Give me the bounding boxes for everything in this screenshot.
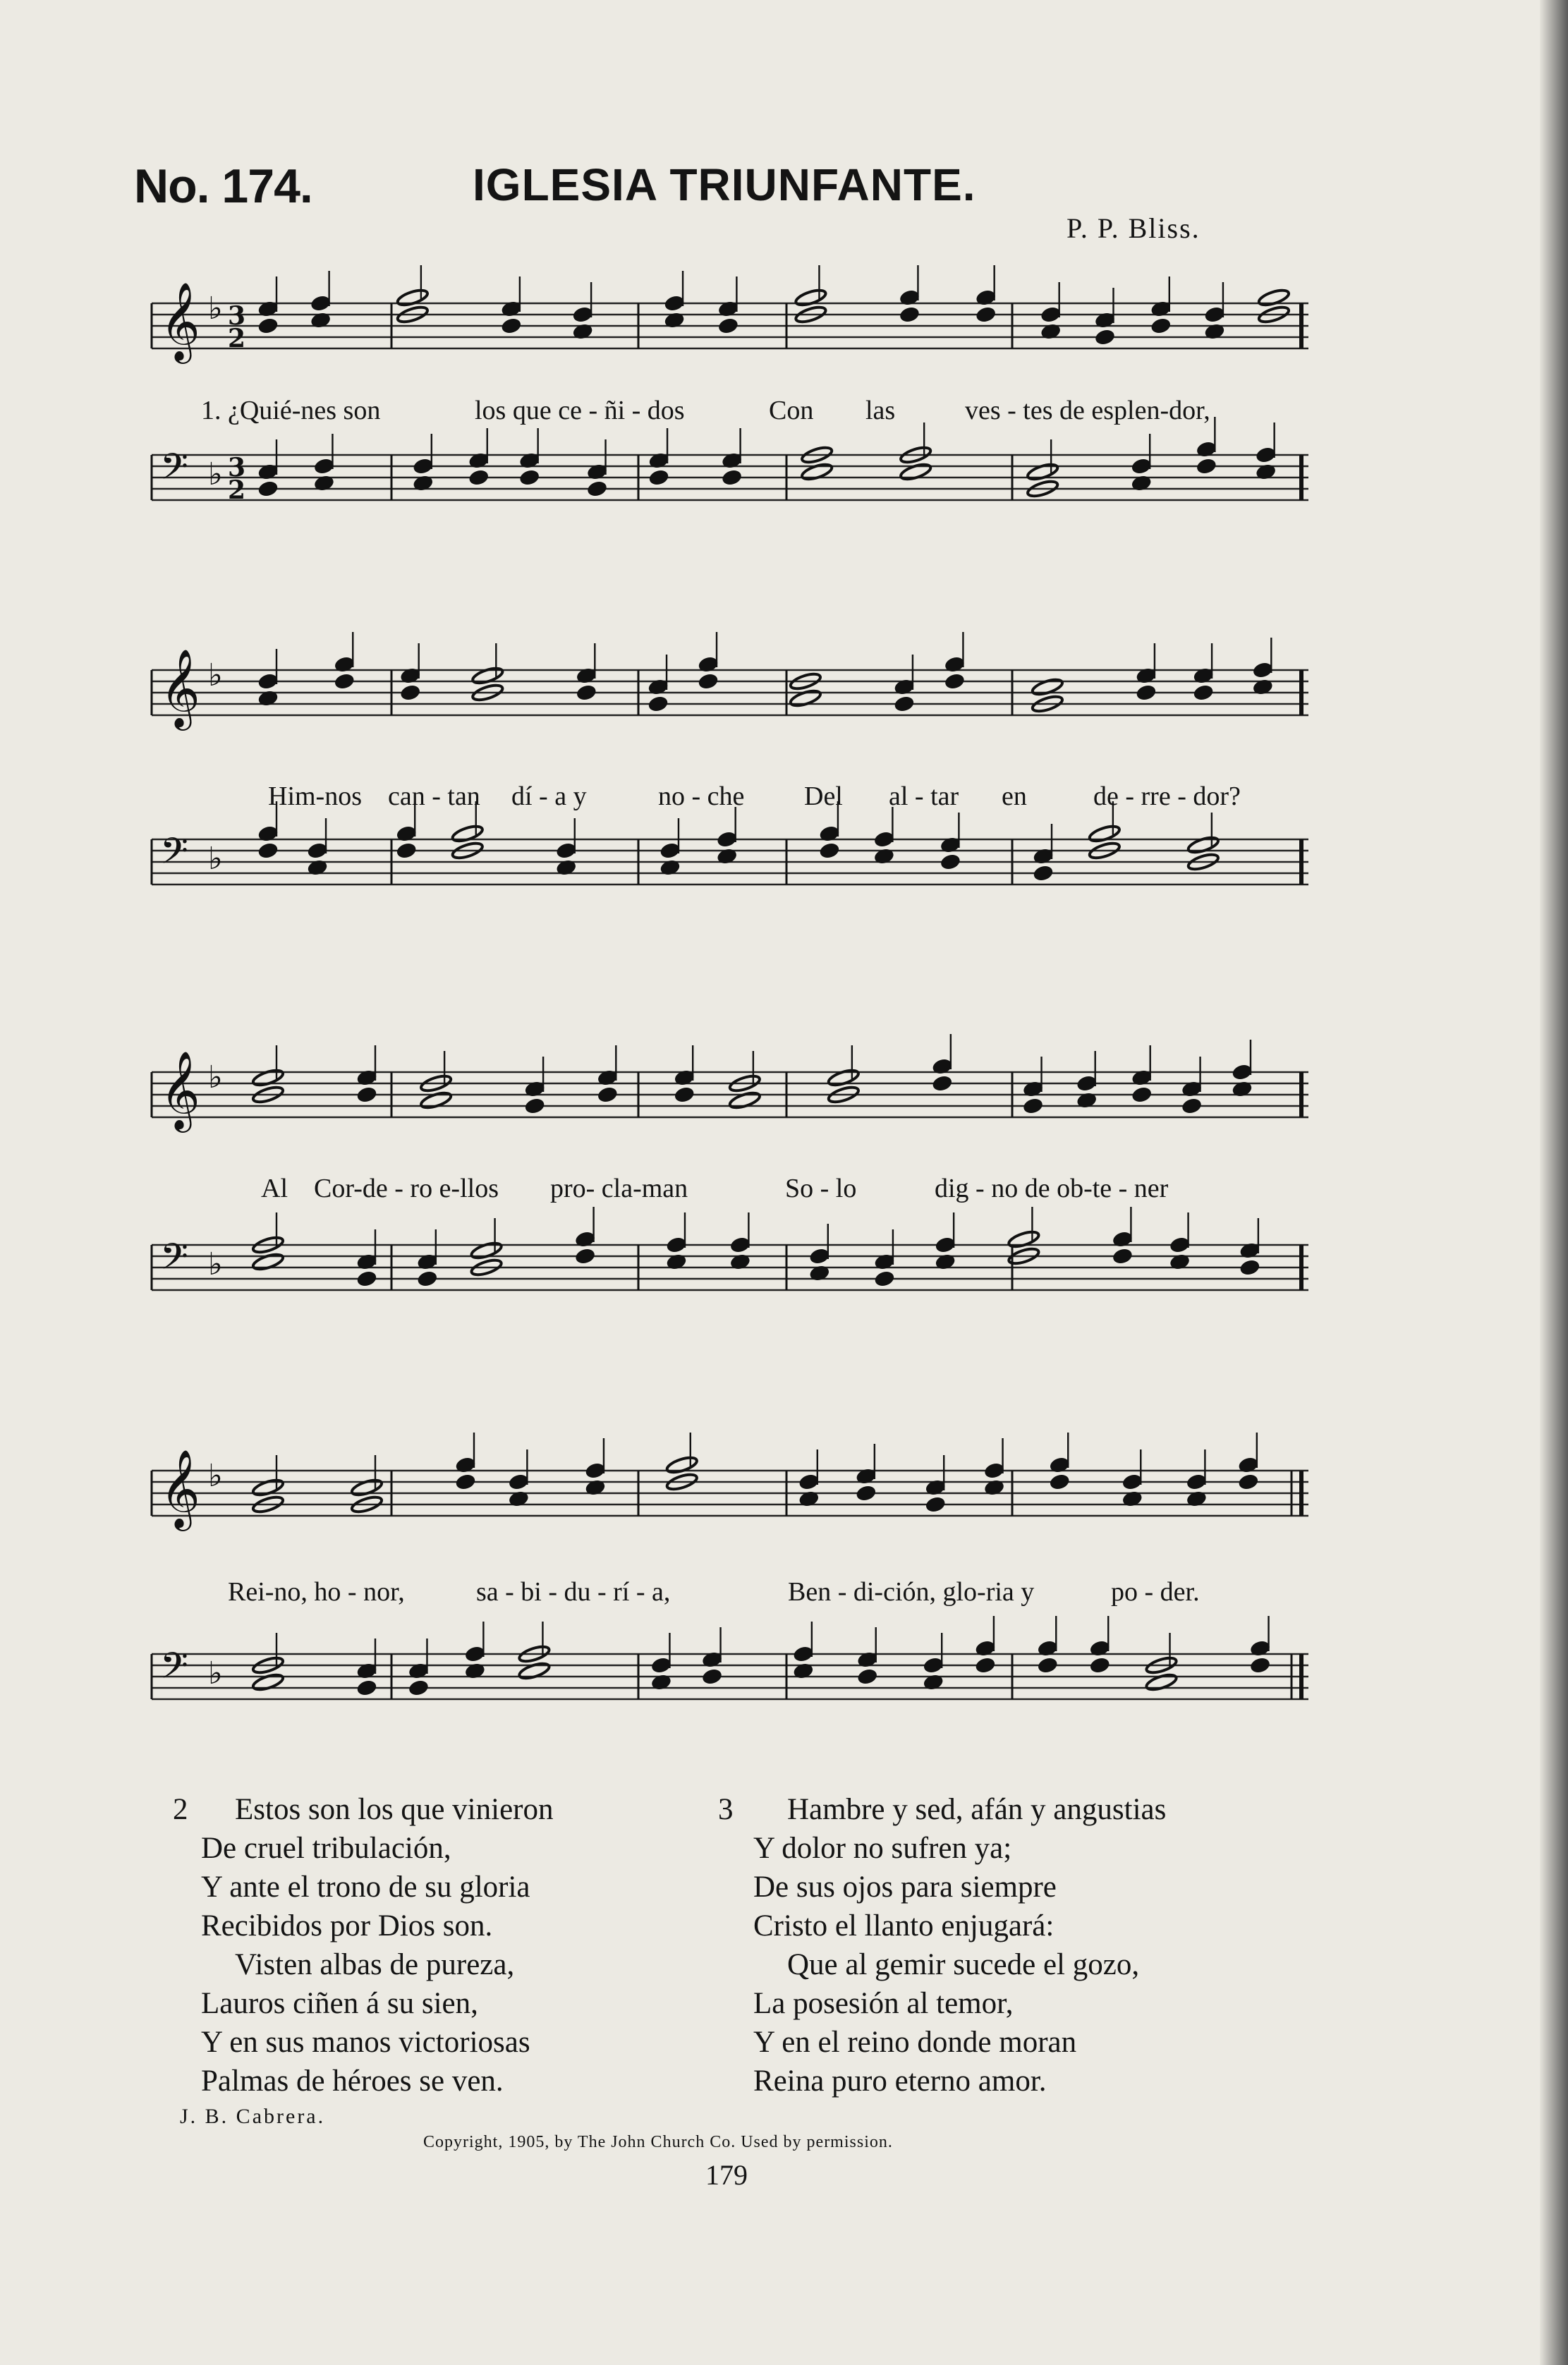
note-head: [944, 672, 965, 690]
note-head: [975, 1656, 996, 1674]
note-head: [1131, 457, 1152, 475]
note-head: [464, 1645, 485, 1662]
note-head: [801, 462, 834, 482]
note-head: [925, 1495, 946, 1513]
flat-key-signature-icon: ♭: [208, 291, 223, 327]
note-head: [1181, 1097, 1202, 1114]
note-head: [1204, 305, 1225, 323]
flat-key-signature-icon: ♭: [208, 841, 223, 877]
bass-staff: [145, 1633, 1308, 1746]
note-head: [1193, 683, 1214, 701]
lyric-syllables: al - tar: [889, 782, 959, 811]
bass-clef-icon: 𝄢: [160, 1235, 188, 1287]
note-head: [252, 1672, 285, 1693]
verse-line: De cruel tribulación,: [201, 1832, 451, 1865]
bass-staff: [145, 818, 1308, 931]
treble-staff: [145, 1442, 1308, 1548]
note-head: [257, 480, 279, 497]
note-head: [721, 468, 742, 486]
verse-line: Cristo el llanto enjugará:: [753, 1909, 1055, 1943]
lyric-syllables: Con: [769, 396, 814, 425]
bass-clef-icon: 𝄢: [160, 1644, 188, 1696]
lyric-syllables: no - che: [658, 782, 745, 811]
note-head: [455, 1473, 476, 1490]
note-head: [334, 672, 355, 690]
note-head: [400, 683, 421, 701]
note-head: [729, 1236, 750, 1253]
lyric-syllables: los que ce - ñi - dos: [475, 396, 685, 425]
note-head: [1089, 1656, 1110, 1674]
note-head: [717, 830, 738, 848]
note-head: [420, 1090, 453, 1111]
lyric-syllables: 1. ¿Quié-nes son: [201, 396, 381, 425]
note-head: [648, 468, 669, 486]
note-head: [519, 468, 540, 486]
note-head: [556, 841, 577, 859]
verse-line: Recibidos por Dios son.: [201, 1909, 493, 1943]
note-head: [1232, 1063, 1253, 1081]
time-signature: 2: [228, 475, 246, 505]
note-head: [666, 1236, 687, 1253]
verse-line: Visten albas de pureza,: [235, 1948, 515, 1981]
lyric-syllables: Al: [261, 1174, 288, 1203]
note-head: [313, 457, 334, 475]
verse-2: [173, 1790, 554, 2100]
note-head: [574, 1247, 595, 1265]
note-head: [874, 1270, 895, 1287]
note-head: [1196, 457, 1217, 475]
lyric-syllables: Ben - di-ción, glo-ria y: [788, 1577, 1035, 1607]
note-head: [894, 695, 915, 712]
note-head: [1131, 1086, 1153, 1103]
note-head: [468, 468, 490, 486]
note-head: [252, 1478, 285, 1498]
treble-clef-icon: 𝄞: [160, 1449, 200, 1528]
note-head: [252, 1068, 285, 1088]
note-head: [827, 1068, 860, 1088]
note-head: [1252, 661, 1273, 679]
note-head: [857, 1667, 878, 1685]
verse-line: Y dolor no sufren ya;: [753, 1832, 1012, 1865]
treble-staff: [145, 275, 1308, 381]
note-head: [798, 1473, 820, 1490]
bass-clef-icon: 𝄢: [160, 829, 188, 881]
note-head: [417, 1270, 438, 1287]
note-head: [471, 666, 504, 686]
note-head: [310, 294, 331, 312]
note-head: [793, 1645, 814, 1662]
note-head: [307, 841, 328, 859]
note-head: [351, 1478, 384, 1498]
note-head: [586, 480, 607, 497]
note-head: [597, 1086, 618, 1103]
note-head: [356, 1086, 377, 1103]
copyright-notice: Copyright, 1905, by The John Church Co. Used by permission.: [423, 2133, 893, 2151]
note-head: [1094, 328, 1115, 346]
music-system-3: [145, 1044, 1308, 1340]
note-head: [1033, 864, 1054, 882]
flat-key-signature-icon: ♭: [208, 1458, 223, 1494]
note-head: [1049, 1473, 1070, 1490]
note-head: [396, 288, 429, 308]
note-head: [856, 1484, 877, 1502]
note-head: [1258, 288, 1291, 308]
note-head: [660, 841, 681, 859]
note-head: [698, 672, 719, 690]
note-head: [789, 688, 822, 709]
flat-key-signature-icon: ♭: [208, 1246, 223, 1282]
note-head: [983, 1461, 1004, 1479]
note-head: [650, 1656, 671, 1674]
note-head: [501, 317, 522, 334]
note-head: [1112, 1247, 1133, 1265]
note-head: [819, 841, 840, 859]
time-signature: 3: [228, 453, 246, 482]
treble-staff: [145, 642, 1308, 748]
music-system-1: [145, 275, 1308, 571]
note-head: [1037, 1656, 1058, 1674]
bass-staff: [145, 1224, 1308, 1337]
note-head: [1076, 1074, 1098, 1092]
note-head: [518, 1661, 551, 1682]
lyric-syllables: ves - tes de esplen-dor,: [965, 396, 1210, 425]
note-head: [1169, 1236, 1190, 1253]
note-head: [1238, 1473, 1259, 1490]
lyric-syllables: dí - a y: [511, 782, 587, 811]
lyric-syllables: de - rre - dor?: [1093, 782, 1241, 811]
note-head: [1026, 462, 1059, 482]
note-head: [252, 1252, 285, 1272]
flat-key-signature-icon: ♭: [208, 1059, 223, 1095]
note-head: [873, 830, 894, 848]
lyric-syllables: can - tan: [388, 782, 480, 811]
note-head: [257, 672, 279, 690]
note-head: [923, 1656, 944, 1674]
lyric-syllables: en: [1002, 782, 1027, 811]
note-head: [408, 1679, 429, 1696]
lyric-syllables: Cor-de - ro e-llos: [314, 1174, 499, 1203]
lyric-syllables: Rei-no, ho - nor,: [228, 1577, 405, 1607]
verse-line: Reina puro eterno amor.: [753, 2065, 1047, 2098]
hymn-number: No. 174.: [134, 159, 312, 213]
flat-key-signature-icon: ♭: [208, 657, 223, 693]
note-head: [674, 1086, 695, 1103]
note-head: [257, 317, 279, 334]
note-head: [1186, 835, 1220, 856]
verse-3: [718, 1790, 1167, 2100]
lyric-syllables: pro- cla-man: [550, 1174, 688, 1203]
note-head: [451, 824, 484, 844]
lyric-syllables: po - der.: [1111, 1577, 1200, 1607]
bass-staff: [145, 434, 1308, 547]
note-head: [1145, 1672, 1178, 1693]
note-head: [356, 1270, 377, 1287]
note-head: [899, 462, 932, 482]
flat-key-signature-icon: ♭: [208, 1655, 223, 1691]
music-system-4: [145, 1442, 1308, 1753]
flat-key-signature-icon: ♭: [208, 456, 223, 492]
treble-clef-icon: 𝄞: [160, 281, 200, 360]
note-head: [976, 305, 997, 323]
note-head: [508, 1473, 529, 1490]
treble-staff: [145, 1044, 1308, 1150]
page-number: 179: [705, 2159, 748, 2191]
verse-line: Lauros ciñen á su sien,: [201, 1987, 478, 2020]
note-head: [524, 1097, 545, 1114]
lyric-syllables: Him-nos: [268, 782, 362, 811]
note-head: [585, 1461, 606, 1479]
note-head: [257, 841, 279, 859]
note-head: [809, 1247, 830, 1265]
lyric-syllables: Del: [804, 782, 843, 811]
note-head: [665, 1455, 698, 1476]
composer-credit: P. P. Bliss.: [1066, 212, 1201, 244]
lyric-syllables: dig - no de ob-te - ner: [935, 1174, 1169, 1203]
page-edge-shadow: [1540, 0, 1568, 2365]
lyricist-credit: J. B. Cabrera.: [180, 2105, 326, 2128]
note-head: [1239, 1258, 1260, 1276]
note-head: [932, 1074, 953, 1092]
note-head: [1031, 677, 1064, 698]
note-head: [940, 853, 961, 870]
treble-clef-icon: 𝄞: [160, 648, 200, 727]
note-head: [728, 1090, 761, 1111]
note-head: [1007, 1229, 1040, 1250]
verse-line: De sus ojos para siempre: [753, 1871, 1057, 1904]
note-head: [1136, 683, 1157, 701]
verse-number: 2: [173, 1793, 188, 1826]
note-head: [935, 1236, 956, 1253]
note-head: [356, 1679, 377, 1696]
note-head: [1040, 305, 1062, 323]
note-head: [1256, 446, 1277, 463]
verse-line: Y en sus manos victoriosas: [201, 2026, 530, 2059]
note-head: [648, 695, 669, 712]
music-system-2: [145, 642, 1308, 938]
verse-line: Palmas de héroes se ven.: [201, 2065, 504, 2098]
hymn-title: IGLESIA TRIUNFANTE.: [473, 159, 976, 210]
note-head: [899, 305, 920, 323]
verse-number: 3: [718, 1793, 734, 1826]
note-head: [794, 288, 827, 308]
verse-line: Estos son los que vinieron: [235, 1793, 554, 1826]
note-head: [664, 294, 685, 312]
lyric-syllables: sa - bi - du - rí - a,: [476, 1577, 671, 1607]
note-head: [701, 1667, 722, 1685]
note-head: [1249, 1656, 1270, 1674]
note-head: [396, 841, 417, 859]
treble-clef-icon: 𝄞: [160, 1050, 200, 1129]
bass-clef-icon: 𝄢: [160, 445, 188, 497]
note-head: [1122, 1473, 1143, 1490]
note-head: [413, 457, 434, 475]
lyric-syllables: las: [865, 396, 896, 425]
lyric-syllables: So - lo: [785, 1174, 857, 1203]
note-head: [1186, 1473, 1207, 1490]
note-head: [1088, 824, 1121, 844]
verse-line: Y en el reino donde moran: [753, 2026, 1077, 2059]
note-head: [470, 1241, 503, 1261]
verse-line: Y ante el trono de su gloria: [201, 1871, 530, 1904]
note-head: [1022, 1097, 1043, 1114]
verse-line: Que al gemir sucede el gozo,: [787, 1948, 1140, 1981]
verse-line: Hambre y sed, afán y angustias: [787, 1793, 1167, 1826]
verse-line: La posesión al temor,: [753, 1987, 1014, 2020]
time-signature: 3: [228, 301, 246, 331]
note-head: [1150, 317, 1172, 334]
time-signature: 2: [228, 324, 246, 353]
note-head: [576, 683, 597, 701]
note-head: [717, 317, 739, 334]
note-head: [572, 305, 593, 323]
